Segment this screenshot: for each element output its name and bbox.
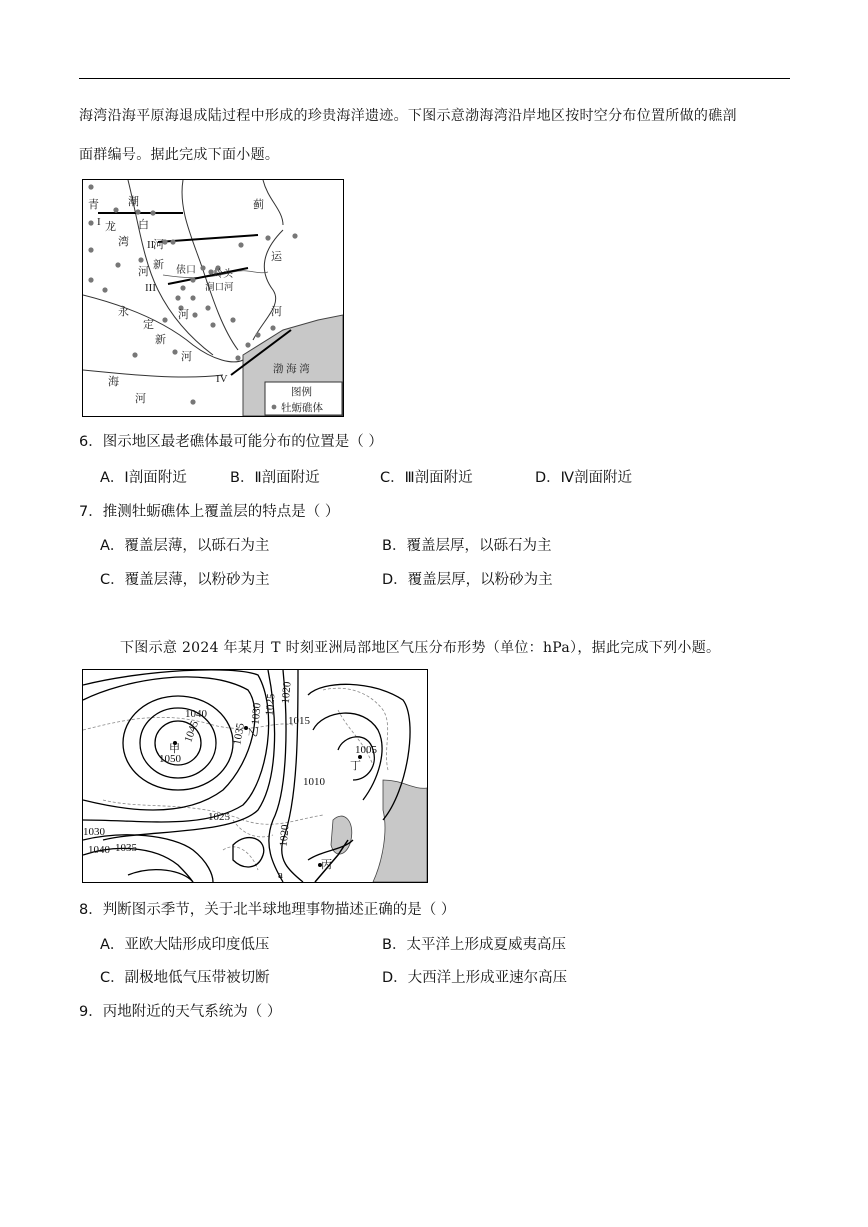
- river-line: [83, 370, 223, 377]
- q7-option-d[interactable]: D．覆盖层厚，以粉砂为主: [382, 572, 553, 588]
- q6-option-a[interactable]: A．Ⅰ剖面附近: [100, 470, 187, 486]
- place-label: 甲: [169, 743, 180, 755]
- section-2-caption: 下图示意 2024 年某月 T 时刻亚洲局部地区气压分布形势（单位：hPa），据此完成下列小题。: [120, 640, 721, 656]
- legend-title: 图例: [291, 387, 312, 398]
- map-label: 河: [138, 266, 149, 278]
- map-label: 永: [118, 306, 129, 318]
- isobar-label: 1030: [83, 826, 105, 838]
- map-label: 俵口: [176, 265, 196, 276]
- isobar-label: 1045: [182, 719, 202, 745]
- map-label: 运: [271, 251, 282, 263]
- legend-dot: [272, 405, 277, 410]
- q6-option-b[interactable]: B．Ⅱ剖面附近: [230, 470, 320, 486]
- map-label: 龙: [105, 221, 116, 233]
- q7-option-a[interactable]: A．覆盖层薄，以砾石为主: [100, 538, 270, 554]
- place-label: a: [278, 869, 283, 881]
- q6-option-c[interactable]: C．Ⅲ剖面附近: [380, 470, 473, 486]
- pressure-map: [82, 669, 428, 883]
- place-label: 丙: [321, 859, 332, 871]
- q8-option-a[interactable]: A．亚欧大陆形成印度低压: [100, 937, 270, 953]
- q8-option-c[interactable]: C．副极地低气压带被切断: [100, 970, 270, 986]
- map-label: 河: [181, 351, 192, 363]
- map-label: 河: [178, 309, 189, 321]
- map-label: 定: [143, 319, 154, 331]
- map-label: 蓟: [253, 199, 264, 211]
- map-label: 河: [271, 306, 282, 318]
- legend-item: 牡蛎礁体: [281, 403, 323, 414]
- ocean-area: [331, 816, 352, 854]
- map-label: 涧口河: [205, 283, 234, 293]
- intro-line-1: 海湾沿海平原海退成陆过程中形成的珍贵海洋遗迹。下图示意渤海湾沿岸地区按时空分布位置所做的礁剖: [79, 108, 737, 124]
- map-label: 海: [108, 376, 119, 388]
- isobar-label: 1010: [303, 776, 325, 788]
- intro-line-2: 面群编号。据此完成下面小题。: [79, 147, 280, 163]
- header-rule: [79, 78, 790, 79]
- river-line: [253, 230, 283, 340]
- isobar-label: 1050: [159, 753, 181, 765]
- isobar-label: 1020: [279, 681, 294, 705]
- isobar-label: 1020: [277, 824, 292, 848]
- section-label: I: [97, 216, 101, 228]
- isobar-label: 1030: [249, 702, 264, 726]
- isobar-label: 1025: [208, 811, 230, 823]
- section-label: II: [147, 239, 155, 251]
- section-label: IV: [216, 373, 228, 385]
- river-line: [83, 295, 243, 362]
- question-6-stem: 6．图示地区最老礁体最可能分布的位置是（ ）: [79, 434, 383, 450]
- q7-option-b[interactable]: B．覆盖层厚，以砾石为主: [382, 538, 552, 554]
- map-label: 新: [153, 259, 164, 271]
- sea-label: 渤 海 湾: [273, 364, 310, 375]
- isobar-label: 1035: [115, 842, 137, 854]
- map-label: 岭头: [213, 269, 233, 280]
- isobar-label: 1035: [231, 722, 247, 746]
- place-label: 丁: [350, 760, 361, 772]
- q7-option-c[interactable]: C．覆盖层薄，以粉砂为主: [100, 572, 270, 588]
- map-label: 潮: [128, 196, 139, 208]
- isobar-label: 1040: [185, 708, 207, 720]
- isobar-label: 1025: [263, 693, 278, 717]
- map-label: 河: [153, 239, 164, 251]
- map-label: 河: [135, 393, 146, 405]
- map-label: 白: [138, 219, 149, 231]
- map-label: 湾: [118, 236, 129, 248]
- map-label: 新: [155, 334, 166, 346]
- q8-option-b[interactable]: B．太平洋上形成夏威夷高压: [382, 937, 566, 953]
- question-7-stem: 7．推测牡蛎礁体上覆盖层的特点是（ ）: [79, 504, 340, 520]
- map-label: 青: [88, 199, 99, 211]
- q6-option-d[interactable]: D．Ⅳ剖面附近: [535, 470, 633, 486]
- ocean-area: [373, 780, 427, 882]
- oyster-reef-map: [82, 179, 344, 417]
- section-label: III: [145, 282, 156, 294]
- pressure-map-svg: [83, 670, 427, 882]
- isobar-label: 1015: [288, 715, 310, 727]
- place-label: 乙: [247, 725, 261, 738]
- question-9-stem: 9．丙地附近的天气系统为（ ）: [79, 1004, 282, 1020]
- isobar-label: 1005: [355, 744, 377, 756]
- river-line: [263, 180, 283, 225]
- question-8-stem: 8．判断图示季节，关于北半球地理事物描述正确的是（ ）: [79, 902, 456, 918]
- q8-option-d[interactable]: D．大西洋上形成亚速尔高压: [382, 970, 568, 986]
- isobar-label: 1040: [88, 844, 110, 856]
- oyster-reef-map-svg: [83, 180, 343, 416]
